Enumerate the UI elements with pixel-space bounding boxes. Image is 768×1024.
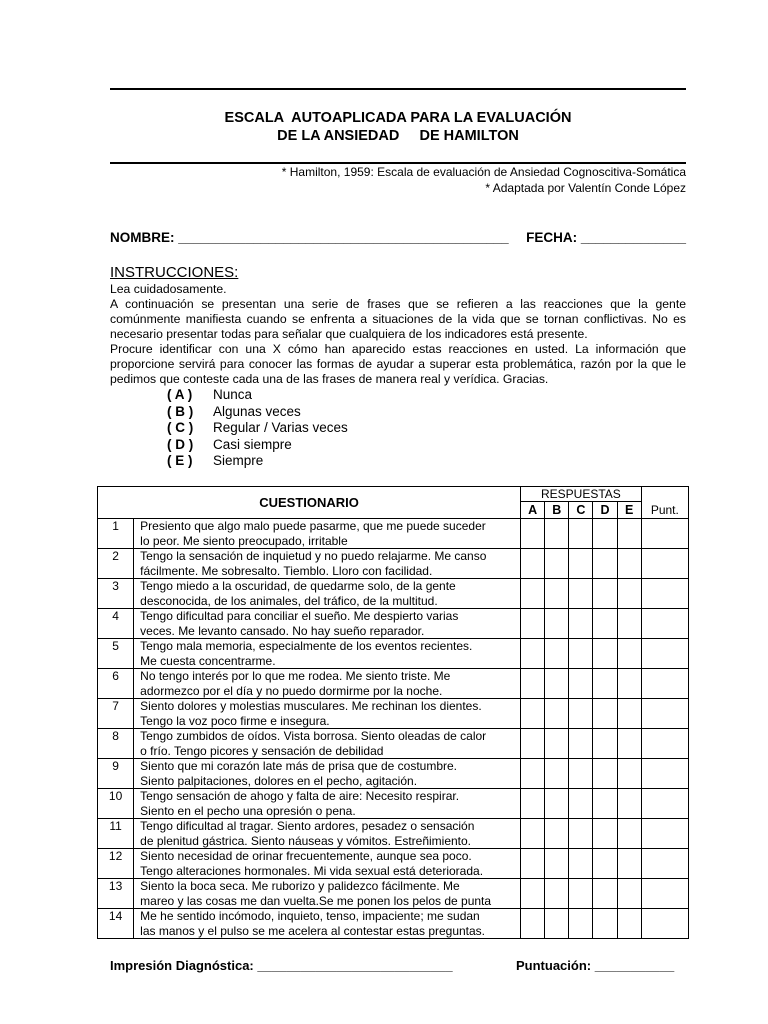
- answer-cell-e[interactable]: [617, 729, 641, 759]
- table-row: [98, 699, 689, 729]
- item-text-line2: Tengo la voz poco firme e insegura.: [140, 713, 330, 728]
- punt-cell[interactable]: [641, 609, 688, 639]
- answer-cell-c[interactable]: [569, 849, 593, 879]
- item-text-line1: Siento la boca seca. Me ruborizo y palidezco fácilmente. Me: [140, 879, 460, 893]
- item-text-line1: Tengo mala memoria, especialmente de los eventos recientes.: [140, 639, 473, 653]
- option-e: [167, 453, 348, 470]
- answer-cell-b[interactable]: [545, 579, 569, 609]
- item-text: [134, 699, 521, 729]
- option-code: ( D ): [167, 436, 194, 452]
- item-number: 7: [98, 699, 134, 729]
- item-text-line1: Tengo dificultad para conciliar el sueño. Me despierto varias: [140, 609, 459, 623]
- item-text-line1: Tengo sensación de ahogo y falta de aire: Necesito respirar.: [140, 789, 460, 803]
- answer-cell-e[interactable]: [617, 849, 641, 879]
- option-code: ( A ): [167, 387, 193, 402]
- item-text: [134, 789, 521, 819]
- answer-cell-c[interactable]: [569, 639, 593, 669]
- punt-cell[interactable]: [641, 519, 688, 549]
- title-rule: [110, 162, 686, 164]
- letter-c-header: C: [569, 502, 593, 519]
- instructions-heading: INSTRUCCIONES:: [110, 264, 239, 281]
- answer-cell-e[interactable]: [617, 549, 641, 579]
- punt-cell[interactable]: [641, 909, 688, 939]
- item-number: 6: [98, 669, 134, 699]
- item-text: [134, 609, 521, 639]
- answer-cell-d[interactable]: [593, 639, 617, 669]
- item-text-line1: Me he sentido incómodo, inquieto, tenso, impaciente; me sudan: [140, 909, 480, 923]
- answer-cell-e[interactable]: [617, 759, 641, 789]
- item-text-line1: Tengo miedo a la oscuridad, de quedarme solo, de la gente: [140, 579, 456, 593]
- item-text-line2: de plenitud gástrica. Siento náuseas y vómitos. Estreñimiento.: [140, 833, 472, 848]
- impresion-diagnostica-field[interactable]: Impresión Diagnóstica: ___________________________: [110, 958, 453, 973]
- option-b: [167, 404, 348, 421]
- item-number: 11: [98, 819, 134, 849]
- answer-cell-c[interactable]: [569, 669, 593, 699]
- item-number: 5: [98, 639, 134, 669]
- answer-cell-d[interactable]: [593, 519, 617, 549]
- item-text-line2: Tengo alteraciones hormonales. Mi vida sexual está deteriorada.: [140, 863, 484, 878]
- answer-cell-c[interactable]: [569, 759, 593, 789]
- item-text-line1: Siento necesidad de orinar frecuentemente, aunque sea poco.: [140, 849, 472, 863]
- table-row: [98, 759, 689, 789]
- answer-cell-a[interactable]: [521, 819, 545, 849]
- instructions-p1: Lea cuidadosamente.: [110, 282, 227, 296]
- answer-cell-d[interactable]: [593, 729, 617, 759]
- item-number: 10: [98, 789, 134, 819]
- title-line-1: ESCALA AUTOAPLICADA PARA LA EVALUACIÓN: [224, 110, 572, 126]
- answer-cell-d[interactable]: [593, 909, 617, 939]
- item-text-line2: Siento en el pecho una opresión o pena.: [140, 803, 356, 818]
- instructions-p3: Procure identificar con una X cómo han aparecido estas reacciones en usted. La información que proporcione servirá para conocer las formas de ayudar a superar esta problemática, razón por la que le pedimos que conteste cada una de las frases de manera real y verídica. Gracias.: [110, 342, 686, 386]
- punt-cell[interactable]: [641, 669, 688, 699]
- answer-cell-d[interactable]: [593, 879, 617, 909]
- option-code: ( E ): [167, 453, 193, 468]
- punt-cell[interactable]: [641, 579, 688, 609]
- item-text: [134, 849, 521, 879]
- nombre-field[interactable]: NOMBRE: ____________________________________________: [110, 230, 509, 245]
- punt-cell[interactable]: [641, 879, 688, 909]
- letter-b-header: B: [545, 502, 569, 519]
- answer-cell-a[interactable]: [521, 519, 545, 549]
- option-label: Algunas veces: [213, 403, 301, 419]
- option-code: ( C ): [167, 420, 194, 435]
- answer-cell-b[interactable]: [545, 759, 569, 789]
- item-text-line2: las manos y el pulso se me acelera al contestar estas preguntas.: [140, 923, 486, 938]
- item-number: 3: [98, 579, 134, 609]
- table-row: [98, 519, 689, 549]
- table-row: [98, 549, 689, 579]
- answer-cell-d[interactable]: [593, 789, 617, 819]
- letter-a-header: A: [521, 502, 545, 519]
- option-d: [167, 437, 348, 454]
- answer-cell-c[interactable]: [569, 609, 593, 639]
- table-row: [98, 849, 689, 879]
- answer-cell-e[interactable]: [617, 909, 641, 939]
- table-row: [98, 669, 689, 699]
- respuestas-header: RESPUESTAS: [521, 487, 642, 502]
- answer-cell-d[interactable]: [593, 819, 617, 849]
- item-number: 4: [98, 609, 134, 639]
- item-text-line2: o frío. Tengo picores y sensación de debilidad: [140, 743, 384, 758]
- table-row: [98, 879, 689, 909]
- answer-cell-e[interactable]: [617, 609, 641, 639]
- item-number: 9: [98, 759, 134, 789]
- item-text: [134, 519, 521, 549]
- puntuacion-field[interactable]: Puntuación: ___________: [516, 958, 675, 973]
- answer-cell-b[interactable]: [545, 819, 569, 849]
- item-number: 8: [98, 729, 134, 759]
- table-row: [98, 639, 689, 669]
- table-row: [98, 819, 689, 849]
- answer-cell-a[interactable]: [521, 909, 545, 939]
- answer-cell-a[interactable]: [521, 699, 545, 729]
- answer-cell-e[interactable]: [617, 699, 641, 729]
- answer-cell-c[interactable]: [569, 519, 593, 549]
- item-text-line2: mareo y las cosas me dan vuelta.Se me ponen los pelos de punta: [140, 893, 492, 908]
- answer-cell-d[interactable]: [593, 849, 617, 879]
- punt-cell[interactable]: [641, 729, 688, 759]
- option-label: Regular / Varias veces: [213, 420, 348, 435]
- punt-cell[interactable]: [641, 699, 688, 729]
- fecha-field[interactable]: FECHA: ______________: [526, 230, 686, 245]
- answer-cell-e[interactable]: [617, 519, 641, 549]
- item-text: [134, 669, 521, 699]
- questionnaire-table: [97, 486, 689, 939]
- answer-cell-c[interactable]: [569, 819, 593, 849]
- option-c: [167, 420, 348, 437]
- answer-cell-d[interactable]: [593, 609, 617, 639]
- answer-cell-a[interactable]: [521, 549, 545, 579]
- item-text-line1: Tengo la sensación de inquietud y no puedo relajarme. Me canso: [140, 549, 487, 563]
- answer-cell-c[interactable]: [569, 909, 593, 939]
- answer-cell-d[interactable]: [593, 549, 617, 579]
- answer-cell-b[interactable]: [545, 669, 569, 699]
- answer-cell-e[interactable]: [617, 879, 641, 909]
- instructions-text: [110, 282, 686, 387]
- table-row: [98, 909, 689, 939]
- answer-cell-c[interactable]: [569, 549, 593, 579]
- table-row: [98, 579, 689, 609]
- answer-cell-e[interactable]: [617, 819, 641, 849]
- item-number: 2: [98, 549, 134, 579]
- answer-cell-d[interactable]: [593, 669, 617, 699]
- item-text: [134, 759, 521, 789]
- answer-cell-c[interactable]: [569, 879, 593, 909]
- answer-cell-a[interactable]: [521, 609, 545, 639]
- answer-cell-b[interactable]: [545, 639, 569, 669]
- item-text-line2: lo peor. Me siento preocupado, irritable: [140, 533, 348, 548]
- item-text-line1: Siento dolores y molestias musculares. Me rechinan los dientes.: [140, 699, 482, 713]
- answer-cell-c[interactable]: [569, 579, 593, 609]
- item-text-line1: Tengo zumbidos de oídos. Vista borrosa. Siento oleadas de calor: [140, 729, 487, 743]
- item-text: [134, 549, 521, 579]
- item-text: [134, 879, 521, 909]
- answer-cell-a[interactable]: [521, 759, 545, 789]
- answer-cell-b[interactable]: [545, 729, 569, 759]
- item-text-line2: adormezco por el día y no puedo dormirme por la noche.: [140, 683, 443, 698]
- item-text-line1: Siento que mi corazón late más de prisa que de costumbre.: [140, 759, 458, 773]
- answer-cell-e[interactable]: [617, 639, 641, 669]
- answer-cell-d[interactable]: [593, 759, 617, 789]
- table-row: [98, 609, 689, 639]
- punt-cell[interactable]: [641, 639, 688, 669]
- answer-cell-c[interactable]: [569, 699, 593, 729]
- answer-cell-b[interactable]: [545, 789, 569, 819]
- answer-cell-a[interactable]: [521, 789, 545, 819]
- top-rule: [110, 88, 686, 90]
- answer-cell-a[interactable]: [521, 849, 545, 879]
- answer-cell-a[interactable]: [521, 579, 545, 609]
- table-row: [98, 729, 689, 759]
- letter-e-header: E: [617, 502, 641, 519]
- item-number: 14: [98, 909, 134, 939]
- item-text-line1: Presiento que algo malo puede pasarme, que me puede suceder: [140, 519, 486, 533]
- reference-line-1: * Hamilton, 1959: Escala de evaluación de Ansiedad Cognoscitiva-Somática: [281, 165, 686, 179]
- answer-cell-a[interactable]: [521, 639, 545, 669]
- option-code: ( B ): [167, 403, 194, 419]
- answer-cell-d[interactable]: [593, 579, 617, 609]
- punt-cell[interactable]: [641, 789, 688, 819]
- letter-d-header: D: [593, 502, 617, 519]
- option-label: Casi siempre: [213, 436, 292, 452]
- item-number: 13: [98, 879, 134, 909]
- answer-cell-b[interactable]: [545, 909, 569, 939]
- title-line-2: DE LA ANSIEDAD DE HAMILTON: [277, 128, 519, 144]
- item-text-line2: Me cuesta concentrarme.: [140, 653, 276, 668]
- answer-cell-b[interactable]: [545, 699, 569, 729]
- item-text-line2: veces. Me levanto cansado. No hay sueño reparador.: [140, 623, 425, 638]
- item-text: [134, 729, 521, 759]
- punt-cell[interactable]: [641, 819, 688, 849]
- item-text: [134, 579, 521, 609]
- punt-cell[interactable]: [641, 849, 688, 879]
- punt-cell[interactable]: [641, 549, 688, 579]
- answer-cell-b[interactable]: [545, 549, 569, 579]
- answer-cell-e[interactable]: [617, 669, 641, 699]
- answer-cell-e[interactable]: [617, 579, 641, 609]
- item-text: [134, 819, 521, 849]
- answer-options: [167, 387, 348, 470]
- option-label: Nunca: [213, 387, 253, 402]
- answer-cell-d[interactable]: [593, 699, 617, 729]
- answer-cell-a[interactable]: [521, 669, 545, 699]
- reference-line-2: * Adaptada por Valentín Conde López: [485, 181, 686, 195]
- item-text: [134, 639, 521, 669]
- answer-cell-b[interactable]: [545, 879, 569, 909]
- item-text-line2: desconocida, de los animales, del tráfico, de la multitud.: [140, 593, 438, 608]
- answer-cell-a[interactable]: [521, 879, 545, 909]
- item-text-line1: Tengo dificultad al tragar. Siento ardores, pesadez o sensación: [140, 819, 475, 833]
- punt-header: Punt.: [641, 487, 688, 519]
- item-text-line1: No tengo interés por lo que me rodea. Me siento triste. Me: [140, 669, 451, 683]
- item-text-line2: Siento palpitaciones, dolores en el pecho, agitación.: [140, 773, 418, 788]
- item-text: [134, 909, 521, 939]
- answer-cell-b[interactable]: [545, 849, 569, 879]
- item-number: 1: [98, 519, 134, 549]
- cuestionario-header: CUESTIONARIO: [98, 487, 521, 519]
- option-a: [167, 387, 348, 404]
- questionnaire-body: [98, 519, 689, 939]
- answer-cell-c[interactable]: [569, 729, 593, 759]
- answer-cell-b[interactable]: [545, 609, 569, 639]
- answer-cell-e[interactable]: [617, 789, 641, 819]
- instructions-p2: A continuación se presentan una serie de frases que se refieren a las reacciones que la gente comúnmente manifiesta cuando se enfrenta a situaciones de la vida que se tornan conflictivas. No es necesario presentar todas para señalar que cualquiera de los indicadores está presente.: [110, 297, 686, 341]
- answer-cell-b[interactable]: [545, 519, 569, 549]
- answer-cell-c[interactable]: [569, 789, 593, 819]
- table-row: [98, 789, 689, 819]
- item-text-line2: fácilmente. Me sobresalto. Tiemblo. Lloro con facilidad.: [140, 563, 433, 578]
- item-number: 12: [98, 849, 134, 879]
- punt-cell[interactable]: [641, 759, 688, 789]
- document-title: [110, 109, 686, 145]
- answer-cell-a[interactable]: [521, 729, 545, 759]
- option-label: Siempre: [213, 453, 264, 468]
